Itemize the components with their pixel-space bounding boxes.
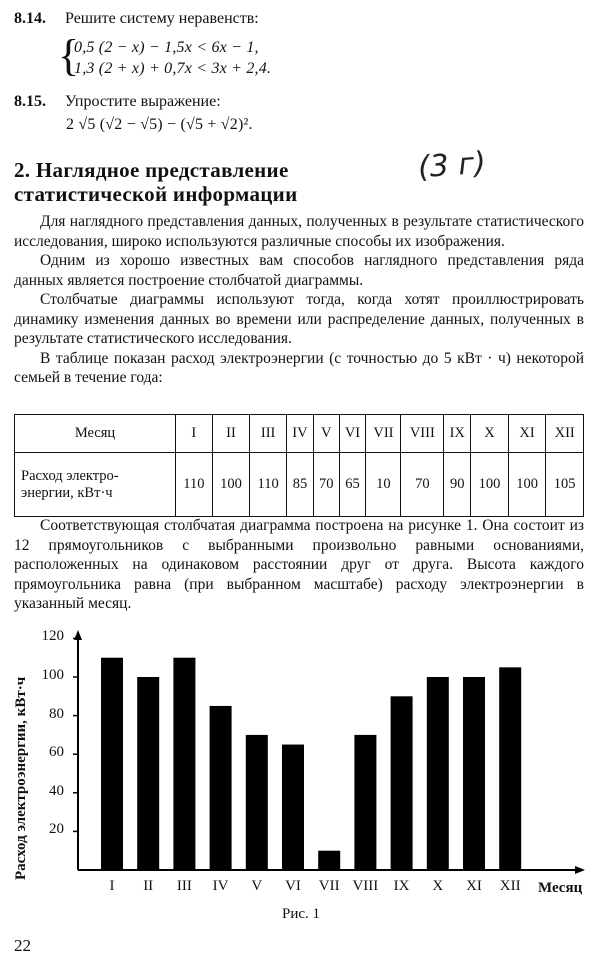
section-title-line-1: 2. Наглядное представление: [14, 158, 289, 182]
bar-IX: [391, 696, 413, 870]
table-header-label: Месяц: [15, 415, 176, 453]
month-cell: XI: [508, 415, 546, 453]
bar-VIII: [354, 735, 376, 870]
value-cell: 100: [508, 453, 546, 517]
row-label-line-1: Расход электро-: [21, 467, 119, 484]
figure-caption: Рис. 1: [282, 906, 321, 922]
month-cell: X: [471, 415, 509, 453]
x-tick-label: VII: [318, 878, 340, 894]
month-cell: II: [212, 415, 250, 453]
paragraph-1: Для наглядного представления данных, полученных в результате статистического исследования, широко используются различные способы их изображения.: [14, 213, 584, 250]
month-cell: I: [176, 415, 213, 453]
x-tick-label: IX: [393, 878, 410, 894]
exercise-number-8-15: 8.15.: [14, 93, 46, 110]
y-axis-label: Расход электроэнергии, кВт·ч: [13, 676, 29, 880]
inequality-line-2: 1,3 (2 + x) + 0,7x < 3x + 2,4.: [74, 60, 272, 77]
value-cell: 70: [401, 453, 444, 517]
x-tick-label: X: [432, 878, 444, 894]
x-tick-label: III: [176, 878, 192, 894]
energy-table: [14, 414, 584, 517]
x-tick-label: XI: [466, 878, 482, 894]
y-tick-label: 20: [49, 821, 64, 838]
x-axis-label: Месяц: [538, 880, 583, 896]
y-tick-label: 80: [49, 705, 64, 722]
bar-VII: [318, 851, 340, 870]
exercise-text-8-15: Упростите выражение:: [65, 93, 221, 110]
month-cell: XII: [546, 415, 584, 453]
table-row-label: [15, 453, 176, 517]
value-cell: 10: [366, 453, 401, 517]
bar-XI: [463, 677, 485, 870]
y-tick-label: 120: [41, 628, 64, 645]
body-text-2: [14, 516, 584, 614]
page-number: 22: [14, 936, 31, 955]
month-cell: IX: [444, 415, 471, 453]
x-tick-label: V: [251, 878, 263, 894]
handwritten-note: (3 г): [416, 145, 487, 186]
bar-I: [101, 658, 123, 870]
section-title-line-2: статистической информации: [14, 182, 298, 206]
x-tick-label: VI: [285, 878, 301, 894]
body-text: [14, 212, 584, 388]
inequality-line-1: 0,5 (2 − x) − 1,5x < 6x − 1,: [74, 39, 259, 56]
value-cell: 90: [444, 453, 471, 517]
month-cell: VI: [339, 415, 366, 453]
x-tick-label: VIII: [352, 878, 379, 894]
value-cell: 100: [212, 453, 250, 517]
month-cell: IV: [286, 415, 313, 453]
table-header-row: [15, 415, 584, 453]
bar-XII: [499, 667, 521, 870]
x-tick-label: XII: [499, 878, 521, 894]
paragraph-4: В таблице показан расход электроэнергии (с точностью до 5 кВт · ч) некоторой семьей в течение года:: [14, 349, 584, 386]
expression-8-15: 2 √5 (√2 − √5) − (√5 + √2)².: [66, 116, 253, 133]
bar-III: [173, 658, 195, 870]
paragraph-5: Соответствующая столбчатая диаграмма построена на рисунке 1. Она состоит из 12 прямоугольников с выбранными произвольно равными основаниями, расположенных на одинаковом расстоянии друг от друга. Высота каждого прямоугольника равна (при выбранном масштабе) расходу электроэнергии в указанный месяц.: [14, 517, 584, 612]
value-cell: 85: [286, 453, 313, 517]
x-axis-arrow: [575, 866, 585, 874]
paragraph-3: Столбчатые диаграммы используют тогда, когда хотят проиллюстрировать динамику изменения данных во времени или распределение данных, полученных в результате статистического исследования.: [14, 291, 584, 347]
y-tick-label: 100: [41, 667, 64, 683]
value-cell: 110: [176, 453, 213, 517]
x-tick-label: II: [143, 878, 154, 894]
table-value-row: [15, 453, 584, 517]
system-brace: {: [58, 31, 80, 80]
value-cell: 100: [471, 453, 509, 517]
exercise-text-8-14: Решите систему неравенств:: [65, 10, 259, 27]
y-tick-label: 60: [49, 744, 64, 761]
bar-V: [246, 735, 268, 870]
exercise-number-8-14: 8.14.: [14, 10, 46, 27]
paragraph-2: Одним из хорошо известных вам способов наглядного представления ряда данных является построение столбчатой диаграммы.: [14, 252, 584, 289]
month-cell: V: [313, 415, 339, 453]
x-tick-label: I: [109, 878, 115, 894]
value-cell: 105: [546, 453, 584, 517]
bar-IV: [210, 706, 232, 870]
x-tick-label: IV: [212, 878, 229, 894]
value-cell: 65: [339, 453, 366, 517]
bar-II: [137, 677, 159, 870]
value-cell: 70: [313, 453, 339, 517]
month-cell: VII: [366, 415, 401, 453]
value-cell: 110: [250, 453, 287, 517]
row-label-line-2: энергии, кВт·ч: [21, 484, 113, 501]
y-tick-label: 40: [49, 782, 64, 799]
bar-X: [427, 677, 449, 870]
month-cell: III: [250, 415, 287, 453]
bar-VI: [282, 745, 304, 870]
month-cell: VIII: [401, 415, 444, 453]
